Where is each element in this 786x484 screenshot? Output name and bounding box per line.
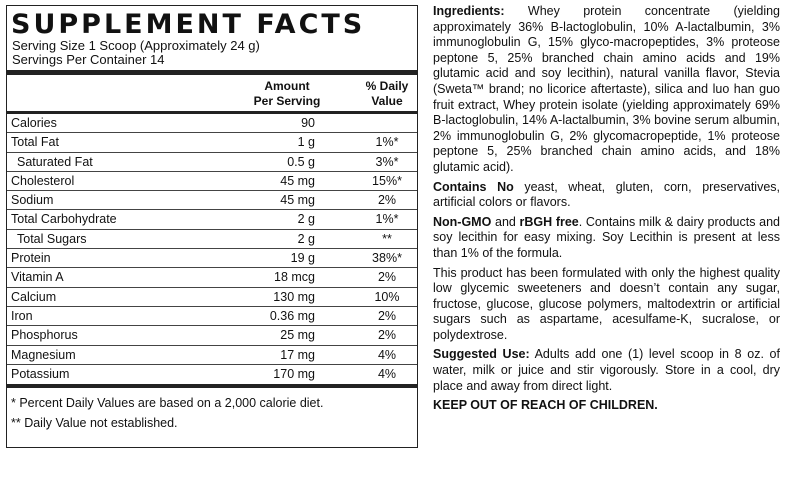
suggested-use-text: Adults add one (1) level scoop in 8 oz. of water, milk or juice and stir vigorously. Store in a cool, dry place and away from direct light. (433, 347, 780, 393)
nutrient-row (7, 191, 417, 210)
nutrient-amount: 90 (301, 116, 315, 130)
nutrient-daily-value: 1%* (375, 212, 399, 227)
nutrient-name: Phosphorus (11, 328, 78, 343)
nutrient-amount: 130 mg (273, 289, 315, 304)
nutrient-daily-value: 2% (377, 270, 397, 285)
bottom-divider (7, 384, 417, 388)
nutrient-name: Iron (11, 308, 33, 323)
contains-text: yeast, wheat, gluten, corn, preservatives, artificial colors or flavors. (433, 179, 781, 210)
nutrient-amount: 0.36 mg (269, 308, 315, 323)
non-gmo-paragraph: Non-GMO and rBGH free. Contains milk & dairy products and soy lecithin for easy mixing. Soy Lecithin is present at less than 1% of the formula. (433, 214, 781, 260)
nutrient-row (7, 172, 417, 191)
nutrient-daily-value: 2% (377, 193, 397, 208)
nutrient-daily-value: 3%* (375, 154, 399, 169)
nutrient-amount: 2 g (297, 231, 315, 246)
nutrient-name: Saturated Fat (17, 154, 93, 169)
nutrient-amount: 1 g (297, 135, 315, 150)
servings-per-container: Servings Per Container 14 (12, 52, 165, 67)
nutrient-row (7, 307, 417, 326)
non-gmo-text: . Contains milk & dairy products and soy lecithin for easy mixing. Soy Lecithin is present at less than 1% of the formula. (433, 214, 781, 260)
nutrient-amount: 25 mg (280, 328, 315, 343)
nutrient-daily-value: 15%* (372, 173, 402, 188)
product-information (433, 4, 780, 418)
ingredients-label: Ingredients: (433, 4, 505, 18)
nutrient-daily-value: 4% (377, 347, 397, 362)
footnote-dv-not-established: ** Daily Value not established. (11, 416, 178, 431)
nutrient-name: Potassium (11, 366, 70, 381)
nutrient-daily-value: 2% (377, 308, 397, 323)
nutrient-table (7, 114, 417, 384)
formula-paragraph: This product has been formulated with only the highest quality low glycemic sweeteners and doesn’t contain any sugar, fructose, glucose, glucose polymers, maltodextrin or artificial sugars such as aspartame, acesulfame-K, sucralose, or polydextrose. (433, 265, 780, 342)
nutrient-name: Protein (11, 251, 51, 266)
nutrient-row (7, 153, 417, 172)
nutrient-row (7, 365, 417, 384)
nutrient-name: Vitamin A (11, 270, 64, 285)
nutrient-name: Sodium (11, 193, 54, 208)
footnote-percent-dv: * Percent Daily Values are based on a 2,000 calorie diet. (11, 396, 324, 411)
nutrient-name: Calories (11, 116, 57, 130)
nutrient-name: Calcium (11, 289, 57, 304)
nutrient-row (7, 114, 417, 133)
nutrient-name: Magnesium (11, 347, 76, 362)
nutrient-row (7, 346, 417, 365)
children-warning: KEEP OUT OF REACH OF CHILDREN. (433, 398, 658, 413)
suggested-use-label: Suggested Use: (433, 347, 530, 362)
nutrient-name: Total Fat (11, 135, 59, 150)
nutrient-amount: 45 mg (280, 193, 315, 208)
contains-paragraph (433, 180, 780, 211)
nutrient-row (7, 249, 417, 268)
nutrient-row (7, 288, 417, 307)
nutrient-daily-value: 38%* (372, 251, 402, 266)
nutrient-row (7, 230, 417, 249)
supplement-facts-panel (6, 5, 418, 448)
nutrient-row (7, 326, 417, 345)
amount-column-header: Amount Per Serving (253, 79, 321, 108)
nutrient-daily-value: ** (382, 231, 392, 246)
nutrient-name: Cholesterol (11, 173, 75, 188)
facts-title: SUPPLEMENT FACTS (11, 9, 366, 40)
nutrient-name: Total Sugars (17, 231, 87, 246)
non-gmo-label: Non-GMO (433, 214, 492, 229)
ingredients-paragraph (433, 4, 780, 176)
nutrient-amount: 2 g (297, 212, 315, 227)
nutrient-daily-value: 4% (377, 366, 397, 381)
rbgh-free-label: rBGH free (519, 214, 579, 229)
daily-value-column-header: % Daily Value (365, 79, 409, 108)
nutrient-name: Total Carbohydrate (11, 212, 117, 227)
nutrient-amount: 0.5 g (287, 154, 315, 169)
nutrient-daily-value: 1%* (375, 135, 399, 150)
ingredients-text: Whey protein concentrate (yielding approximately 36% B-lactoglobulin, 10% A-lactalbumin, 3% immunoglobulin G, 15% glyco-macropeptides, 3% proteose peptone 5, 25% branched chain amino acids and 19% glutamic acid and soy lecithin), natural vanilla flavor, Stevia (Sweta™ brand; no licorice aftertaste), silica and luo han guo fruit extract, Whey protein isolate (yielding approximately 69% B-lactoglobulin, 14% A-lactalbumin, 3% bovine serum albumin, 2% immunoglobulin G, 2% glycomacropeptide, 1% proteose peptone 5, 25% branched chain amino acids, and 18% glutamic acid). (433, 4, 780, 174)
nutrient-row (7, 133, 417, 152)
nutrient-daily-value: 2% (377, 328, 397, 343)
nutrient-amount: 170 mg (273, 366, 315, 381)
nutrient-row (7, 210, 417, 229)
suggested-use-paragraph (433, 347, 780, 394)
serving-size: Serving Size 1 Scoop (Approximately 24 g) (12, 38, 260, 53)
nutrient-amount: 17 mg (280, 347, 315, 362)
contains-label: Contains No (433, 179, 514, 194)
nutrient-daily-value: 10% (374, 289, 400, 304)
nutrient-amount: 18 mcg (274, 270, 315, 285)
nutrient-amount: 19 g (290, 251, 315, 266)
table-header (7, 75, 417, 111)
nutrient-row (7, 268, 417, 287)
nutrient-amount: 45 mg (280, 173, 315, 188)
